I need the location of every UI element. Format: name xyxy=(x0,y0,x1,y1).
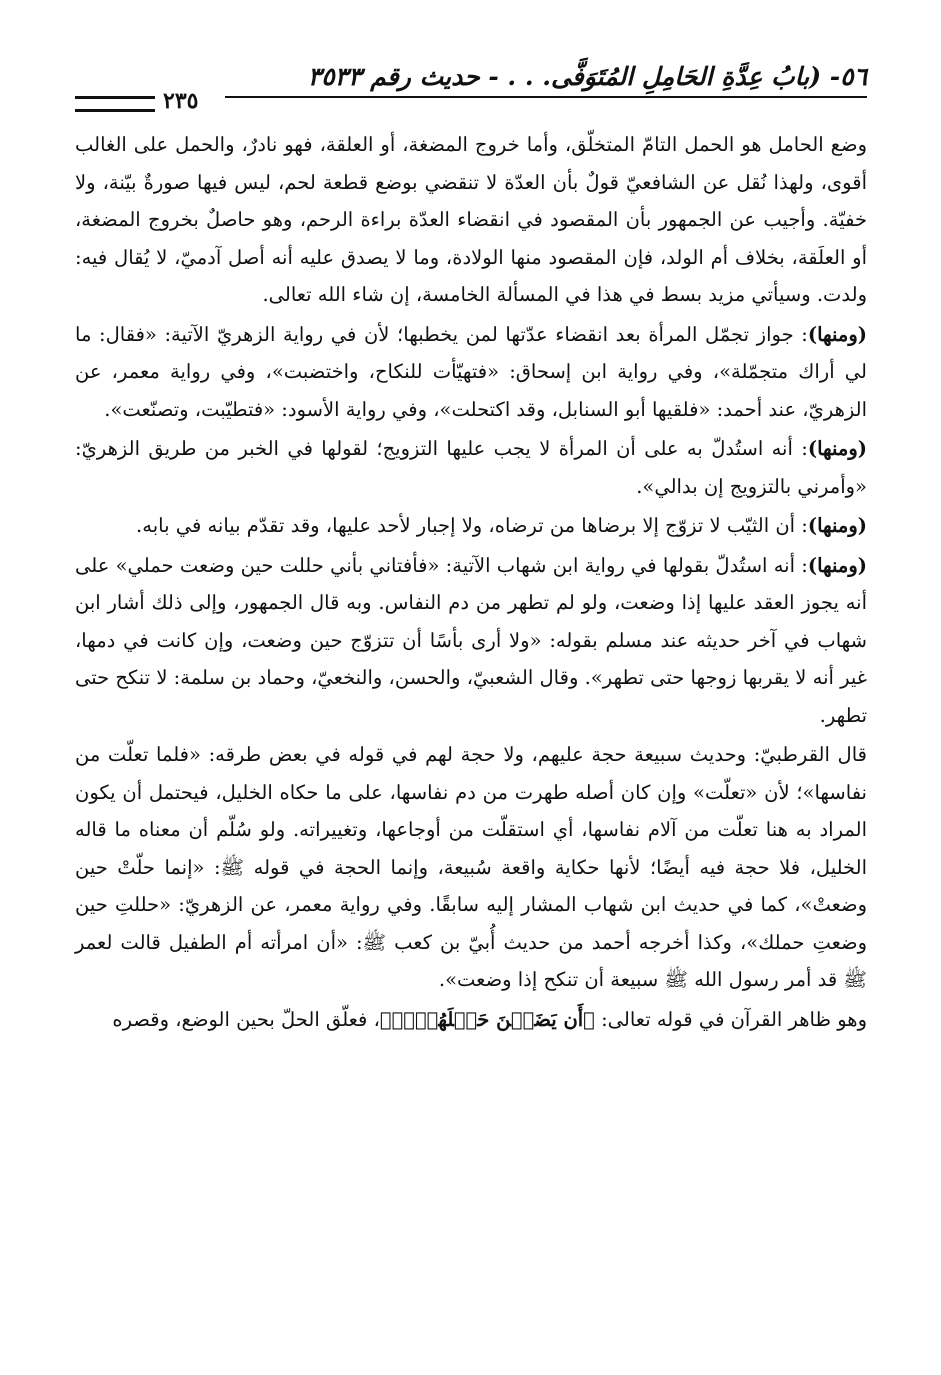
paragraph-text: وهو ظاهر القرآن في قوله تعالى: xyxy=(594,1007,867,1031)
paragraph-1 xyxy=(75,126,867,314)
paragraph-lead: (ومنها) xyxy=(807,322,867,346)
paragraph-text: : أنه استُدلّ بقولها في رواية ابن شهاب الآتية: «فأفتاني بأني حللت حين وضعت حملي» على أنه يجوز العقد عليها إذا وضعت، ولو لم تطهر من دم النفاس. وبه قال الجمهور، وإلى ذلك أشار ابن شهاب في آخر حديثه عند مسلم بقوله: «ولا أرى بأسًا أن تتزوّج حين وضعت، وإن كانت في دمها، غير أنه لا يقربها زوجها حتى تطهر». وقال الشعبيّ، والحسن، والنخعيّ، وحماد بن سلمة: لا تنكح حتى تطهر. xyxy=(75,553,867,727)
paragraph-5 xyxy=(75,547,867,735)
paragraph-text-after: ، فعلّق الحلّ بحين الوضع، وقصره xyxy=(112,1007,380,1031)
paragraph-text: : أنه استُدلّ به على أن المرأة لا يجب عليها التزويج؛ لقولها في الخبر من طريق الزهريّ: «وأمرني بالتزويج إن بدالي». xyxy=(75,437,867,498)
page-number: ٢٣٥ xyxy=(163,88,199,114)
paragraph-text: قال القرطبيّ: وحديث سبيعة حجة عليهم، ولا حجة لهم في قوله في بعض طرقه: «فلما تعلّت من نفاسها»؛ لأن «تعلّت» وإن كان أصله طهرت من دم نفاسها، على ما حكاه الخليل، فيحتمل أن يكون المراد به هنا تعلّت من آلام نفاسها، أي استقلّت من أوجاعها، وتغييراته. ولو سُلّم أن معناه ما قاله الخليل، فلا حجة فيه أيضًا؛ لأنها حكاية واقعة سُبيعة، وإنما الحجة في قوله ﷺ: «إنما حلّتْ حين وضعتْ»، كما في حديث ابن شهاب المشار إليه سابقًا. وفي رواية معمر، عن الزهريّ: «حللتِ حين وضعتِ حملك»، وكذا أخرجه أحمد من حديث أُبيّ بن كعب ﷺ: «أن امرأته أم الطفيل قالت لعمر ﷺ قد أمر رسول الله ﷺ سبيعة أن تنكح إذا وضعت». xyxy=(75,743,867,991)
paragraph-text: : أن الثيّب لا تزوّج إلا برضاها من ترضاه، ولا إجبار لأحد عليها، وقد تقدّم بيانه في بابه. xyxy=(136,514,808,537)
paragraph-3 xyxy=(75,430,867,505)
paragraph-4 xyxy=(75,507,867,545)
page-body xyxy=(75,126,867,1038)
paragraph-6 xyxy=(75,736,867,999)
paragraph-lead: (ومنها) xyxy=(807,553,867,577)
header-rule xyxy=(225,96,867,98)
page-header xyxy=(75,62,867,116)
header-double-rule xyxy=(75,96,155,112)
paragraph-2 xyxy=(75,316,867,429)
running-title: ٥٦- (بابُ عِدَّةِ الحَامِلِ المُتَوَفَّى. . . - حديث رقم ٣٥٣٣ xyxy=(307,62,867,91)
paragraph-lead: (ومنها) xyxy=(807,514,867,537)
paragraph-lead: (ومنها) xyxy=(807,437,867,460)
paragraph-7 xyxy=(75,1001,867,1039)
paragraph-text: : جواز تجمّل المرأة بعد انقضاء عدّتها لمن يخطبها؛ لأن في رواية الزهريّ الآتية: «فقال: ما لي أراك متجمّلة»، وفي رواية ابن إسحاق: «فتهيّأت للنكاح، واختضبت»، وفي رواية معمر، عن الزهريّ، عند أحمد: «فلقيها أبو السنابل، وقد اكتحلت»، وفي رواية الأسود: «فتطيّبت، وتصنّعت». xyxy=(75,322,867,421)
paragraph-text: وضع الحامل هو الحمل التامّ المتخلّق، وأما خروج المضغة، أو العلقة، فهو نادرٌ، والحمل على الغالب أقوى، ولهذا نُقل عن الشافعيّ قولٌ بأن العدّة لا تنقضي بوضع قطعة لحم، ليس فيها صورةٌ بيّنة، ولا خفيّة. وأجيب عن الجمهور بأن المقصود في انقضاء العدّة براءة الرحم، وهو حاصلٌ بخروج المضغة، أو العلَقة، بخلاف أم الولد، فإن المقصود منها الولادة، وما لا يصدق عليه أنه أصل آدميّ، لا يُقال فيه: ولدت. وسيأتي مزيد بسط في هذا في المسألة الخامسة، إن شاء الله تعالى. xyxy=(75,133,867,306)
quran-verse: ﴿أَن يَضَعۡنَ حَمۡلَهُنَّۚ﴾ xyxy=(379,1007,595,1031)
